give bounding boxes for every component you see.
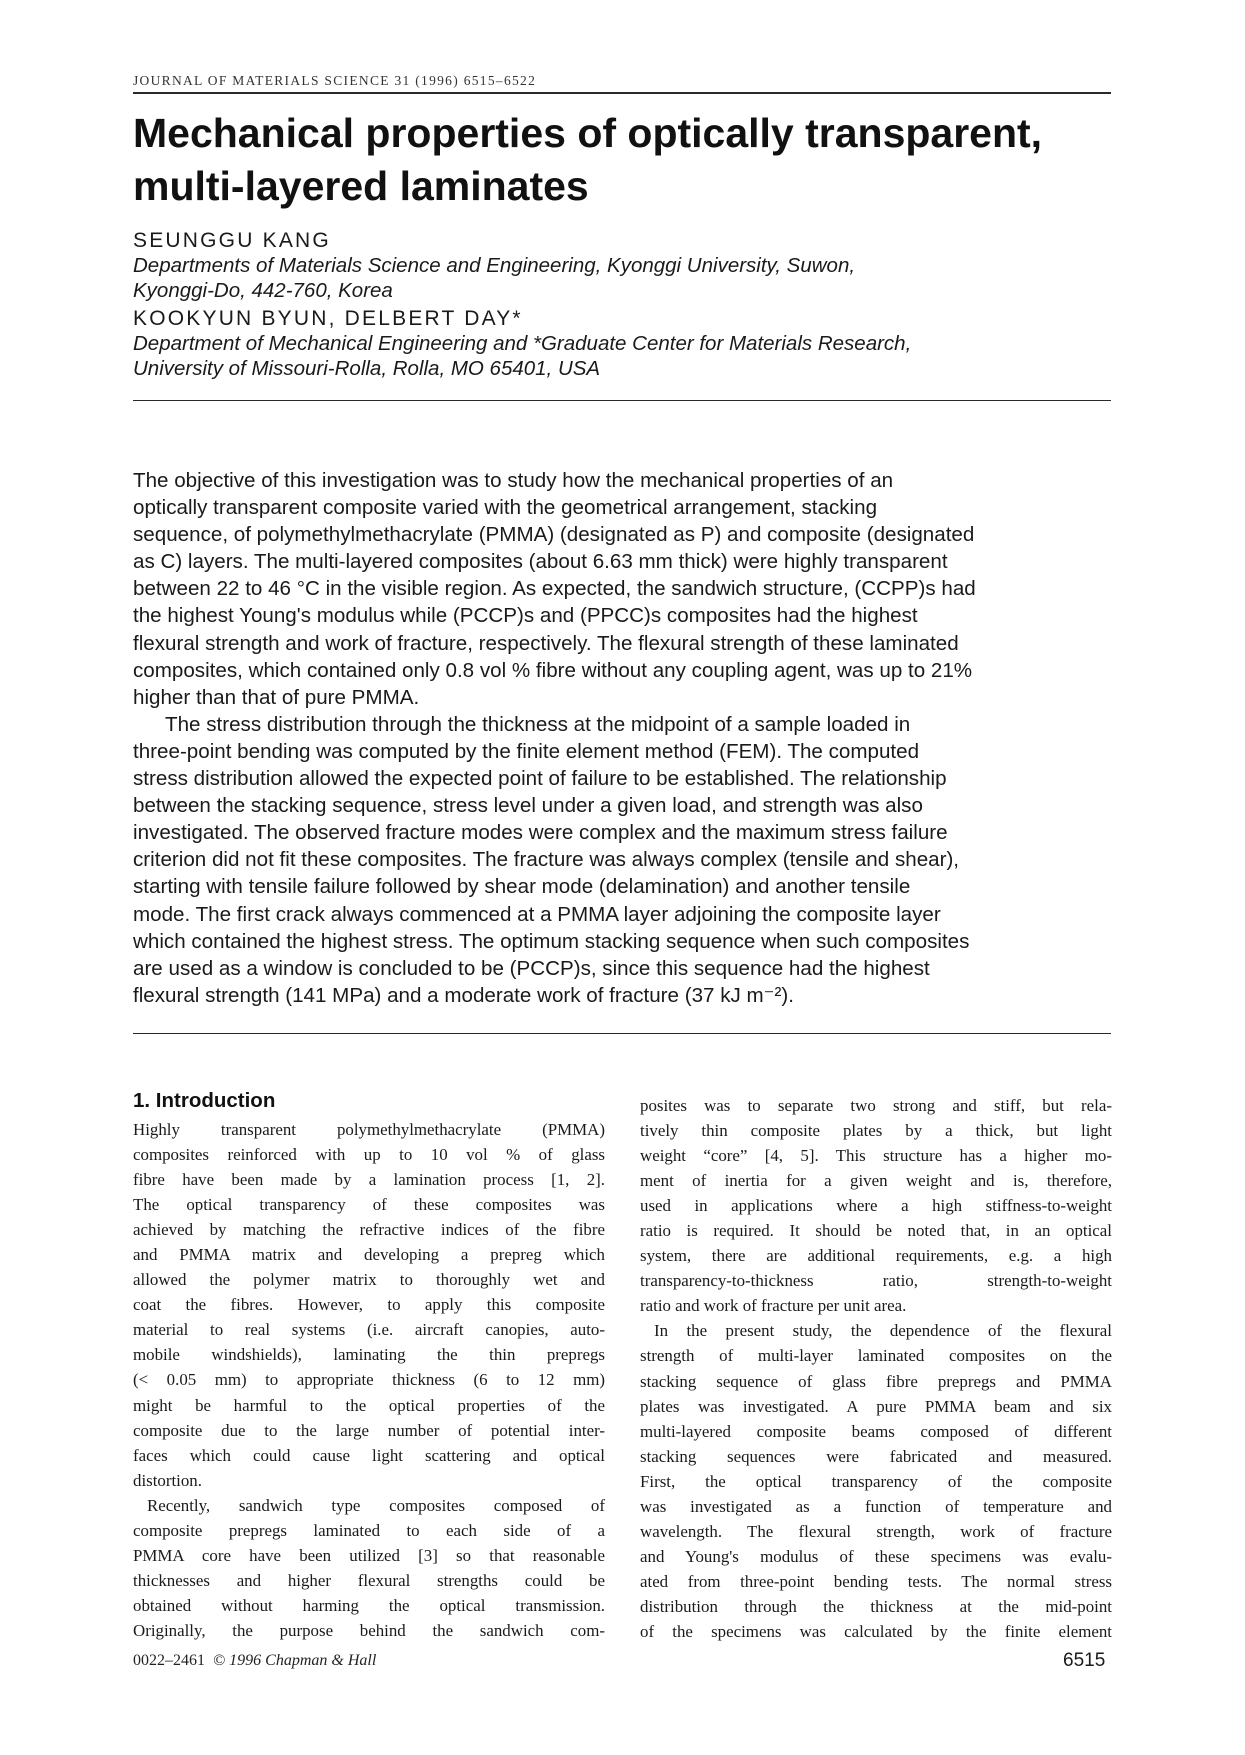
body-line: In the present study, the dependence of the flexural bbox=[654, 1321, 1112, 1341]
body-line: coat the fibres. However, to apply this composite bbox=[133, 1295, 605, 1315]
issn: 0022–2461 bbox=[133, 1652, 205, 1669]
abstract-line: which contained the highest stress. The optimum stacking sequence when such composites bbox=[133, 929, 970, 953]
body-line: of the specimens was calculated by the finite element bbox=[640, 1621, 1112, 1641]
body-line: distortion. bbox=[133, 1470, 202, 1490]
abstract-line: The objective of this investigation was to study how the mechanical properties of an bbox=[133, 469, 894, 492]
section-heading: 1. Introduction bbox=[133, 1089, 276, 1112]
body-line: weight “core” [4, 5]. This structure has a higher mo- bbox=[640, 1146, 1112, 1166]
body-line: mobile windshields), laminating the thin prepregs bbox=[133, 1345, 605, 1365]
body-line: stacking sequences were fabricated and measured. bbox=[640, 1446, 1112, 1466]
body-line: ratio and work of fracture per unit area. bbox=[640, 1296, 907, 1316]
body-line: and Young's modulus of these specimens was evalu- bbox=[640, 1546, 1112, 1566]
abstract-top-rule bbox=[133, 400, 1111, 401]
body-line: and PMMA matrix and developing a prepreg which bbox=[133, 1245, 605, 1265]
body-line: plates was investigated. A pure PMMA beam and six bbox=[640, 1396, 1112, 1416]
body-line: used in applications where a high stiffness-to-weight bbox=[640, 1196, 1112, 1216]
abstract-line: are used as a window is concluded to be (PCCP)s, since this sequence had the highest bbox=[133, 956, 930, 980]
body-line: First, the optical transparency of the composite bbox=[640, 1471, 1112, 1491]
body-line: posites was to separate two strong and stiff, but rela- bbox=[640, 1096, 1112, 1115]
body-line: was investigated as a function of temperature and bbox=[640, 1496, 1112, 1516]
abstract-line: flexural strength and work of fracture, respectively. The flexural strength of these laminated bbox=[133, 631, 959, 655]
body-line: Highly transparent polymethylmethacrylate (PMMA) bbox=[133, 1120, 605, 1139]
body-line: system, there are additional requirements, e.g. a high bbox=[640, 1246, 1112, 1266]
abstract bbox=[133, 467, 1113, 1009]
abstract-line: as C) layers. The multi-layered composites (about 6.63 mm thick) were highly transparent bbox=[133, 550, 948, 574]
affiliation-line: Departments of Materials Science and Engineering, Kyonggi University, Suwon, bbox=[133, 254, 856, 277]
author-names: SEUNGGU KANG bbox=[133, 229, 331, 252]
affiliation-line: Department of Mechanical Engineering and *Graduate Center for Materials Research, bbox=[133, 332, 912, 355]
body-line: stacking sequence of glass fibre prepregs and PMMA bbox=[640, 1371, 1112, 1391]
body-line: (< 0.05 mm) to appropriate thickness (6 to 12 mm) bbox=[133, 1370, 605, 1390]
body-line: ment of inertia for a given weight and is, therefore, bbox=[640, 1171, 1112, 1191]
body-line: Recently, sandwich type composites composed of bbox=[147, 1495, 605, 1515]
affiliation-line: University of Missouri-Rolla, Rolla, MO 65401, USA bbox=[133, 357, 601, 380]
body-line: strength of multi-layer laminated composites on the bbox=[640, 1346, 1112, 1366]
abstract-line: higher than that of pure PMMA. bbox=[133, 685, 420, 709]
body-line: PMMA core have been utilized [3] so that reasonable bbox=[133, 1545, 605, 1565]
body-line: composites reinforced with up to 10 vol % of glass bbox=[133, 1145, 605, 1165]
title-line: Mechanical properties of optically transparent, bbox=[133, 110, 1043, 156]
abstract-bottom-rule bbox=[133, 1033, 1111, 1034]
body-line: tively thin composite plates by a thick, but light bbox=[640, 1121, 1112, 1141]
abstract-line: between the stacking sequence, stress level under a given load, and strength was also bbox=[133, 794, 923, 818]
body-line: thicknesses and higher flexural strengths could be bbox=[133, 1570, 605, 1590]
abstract-line: mode. The first crack always commenced at a PMMA layer adjoining the composite layer bbox=[133, 902, 941, 926]
body-line: The optical transparency of these composites was bbox=[133, 1195, 605, 1215]
body-line: material to real systems (i.e. aircraft canopies, auto- bbox=[133, 1320, 605, 1340]
abstract-line: flexural strength (141 MPa) and a moderate work of fracture (37 kJ m⁻²). bbox=[133, 983, 794, 1007]
affiliation-line: Kyonggi-Do, 442-760, Korea bbox=[133, 279, 393, 302]
body-line: Originally, the purpose behind the sandwich com- bbox=[133, 1620, 605, 1640]
abstract-line: three-point bending was computed by the finite element method (FEM). The computed bbox=[133, 739, 920, 763]
copyright-notice: © 1996 Chapman & Hall bbox=[213, 1652, 377, 1669]
abstract-line: the highest Young's modulus while (PCCP)s and (PPCC)s composites had the highest bbox=[133, 604, 918, 628]
page-number: 6515 bbox=[1063, 1650, 1106, 1671]
body-column-left bbox=[133, 1117, 605, 1643]
body-line: might be harmful to the optical properties of the bbox=[133, 1395, 605, 1415]
abstract-line: criterion did not fit these composites. The fracture was always complex (tensile and shear), bbox=[133, 848, 960, 872]
journal-header: JOURNAL OF MATERIALS SCIENCE 31 (1996) 6515–6522 bbox=[133, 73, 537, 88]
abstract-line: The stress distribution through the thickness at the midpoint of a sample loaded in bbox=[165, 712, 911, 736]
body-line: achieved by matching the refractive indices of the fibre bbox=[133, 1220, 605, 1240]
paper-title bbox=[133, 107, 1113, 213]
body-line: multi-layered composite beams composed of different bbox=[640, 1421, 1112, 1441]
abstract-line: sequence, of polymethylmethacrylate (PMMA) (designated as P) and composite (designated bbox=[133, 523, 975, 547]
body-line: transparency-to-thickness ratio, strength-to-weight bbox=[640, 1271, 1112, 1291]
abstract-line: between 22 to 46 °C in the visible region. As expected, the sandwich structure, (CCPP)s had bbox=[133, 577, 976, 601]
title-line: multi-layered laminates bbox=[133, 163, 589, 209]
body-line: allowed the polymer matrix to thoroughly wet and bbox=[133, 1270, 605, 1290]
abstract-line: starting with tensile failure followed by shear mode (delamination) and another tensile bbox=[133, 875, 911, 899]
header-rule bbox=[133, 92, 1111, 94]
body-line: composite due to the large number of potential inter- bbox=[133, 1420, 605, 1440]
body-column-right bbox=[640, 1093, 1112, 1644]
abstract-line: optically transparent composite varied with the geometrical arrangement, stacking bbox=[133, 496, 878, 520]
body-line: fibre have been made by a lamination process [1, 2]. bbox=[133, 1170, 605, 1190]
author-affiliation bbox=[133, 331, 1113, 381]
abstract-line: composites, which contained only 0.8 vol % fibre without any coupling agent, was up to 21% bbox=[133, 658, 973, 682]
abstract-line: stress distribution allowed the expected point of failure to be established. The relationship bbox=[133, 767, 947, 791]
footer-citation bbox=[133, 1652, 376, 1670]
body-line: wavelength. The flexural strength, work of fracture bbox=[640, 1521, 1112, 1541]
author-affiliation bbox=[133, 253, 1113, 303]
author-names: KOOKYUN BYUN, DELBERT DAY* bbox=[133, 307, 523, 330]
body-line: ated from three-point bending tests. The normal stress bbox=[640, 1571, 1112, 1591]
body-line: ratio is required. It should be noted that, in an optical bbox=[640, 1221, 1112, 1241]
body-line: faces which could cause light scattering and optical bbox=[133, 1445, 605, 1465]
body-line: obtained without harming the optical transmission. bbox=[133, 1595, 605, 1615]
body-line: composite prepregs laminated to each side of a bbox=[133, 1520, 605, 1540]
body-line: distribution through the thickness at the mid-point bbox=[640, 1596, 1112, 1616]
abstract-line: investigated. The observed fracture modes were complex and the maximum stress failure bbox=[133, 821, 948, 845]
